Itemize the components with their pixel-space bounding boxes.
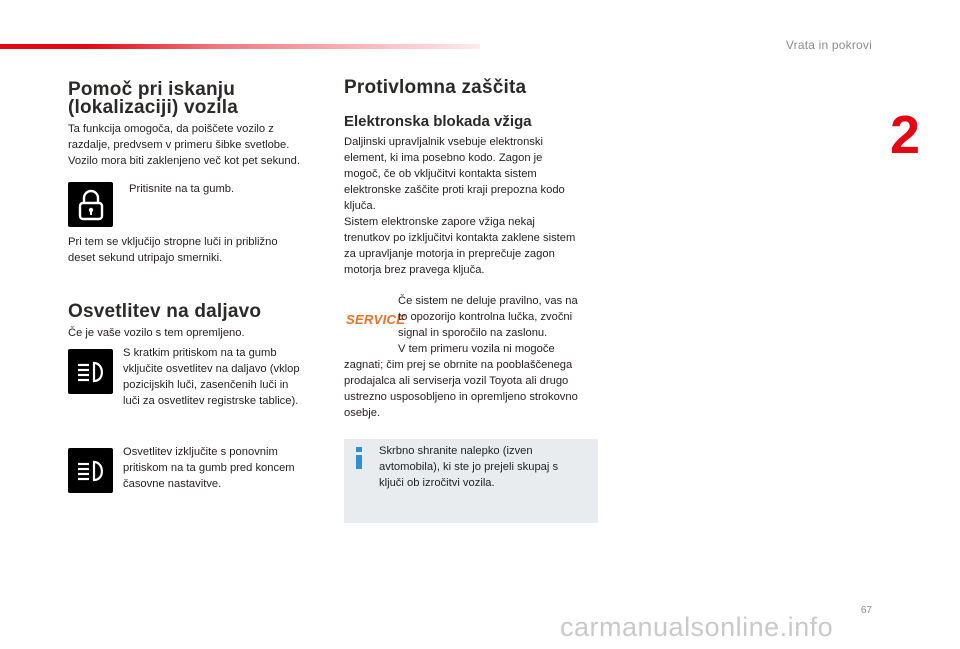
lock-button-icon xyxy=(68,182,113,227)
followme-off-text: Osvetlitev izključite s ponovnim pritiskom na ta gumb pred koncem časovne nastavitve. xyxy=(123,446,295,490)
info-text: Skrbno shranite nalepko (izven avtomobila), ki ste jo prejeli skupaj s ključi ob izročitvi vozila. xyxy=(379,445,559,489)
service-text-indented: Če sistem ne deluje pravilno, vas na to opozorijo kontrolna lučka, zvočni signal in sporočilo na zaslonu. V tem primeru vozila ni mogoče xyxy=(398,295,578,355)
locate-intro: Ta funkcija omogoča, da poiščete vozilo z razdalje, predvsem v primeru šibke svetlobe. Vozilo mora biti zaklenjeno več kot pet sekund. xyxy=(68,123,300,167)
followme-title: Osvetlitev na daljavo xyxy=(68,301,262,322)
antitheft-title: Protivlomna zaščita xyxy=(344,77,527,98)
locate-title-line2: (lokalizaciji) vozila xyxy=(68,97,238,118)
page-number: 67 xyxy=(860,605,872,616)
antitheft-paragraph: Daljinski upravljalnik vsebuje elektronski element, ki ima posebno kodo. Zagon je mogoč, če ob vključitvi kontakta sistem elektronske zaščite proti kraji prepozna kodo ključa. Sistem elektronske zapore vžiga nekaj trenutkov po izključitvi kontakta zaklene sistem za upravljanje motorja in preprečuje zagon motorja brez pravega ključa. xyxy=(344,136,576,276)
antitheft-subtitle: Elektronska blokada vžiga xyxy=(344,113,532,130)
chapter-title: Vrata in pokrovi xyxy=(785,38,872,52)
service-text-full: zagnati; čim prej se obrnite na pooblaščenega prodajalca ali serviserja vozil Toyota ali drugo ustrezno usposobljeno in opremljeno strokovno osebje. xyxy=(344,359,578,419)
top-accent-bar xyxy=(0,44,480,49)
followme-intro: Če je vaše vozilo s tem opremljeno. xyxy=(68,327,245,339)
chapter-number: 2 xyxy=(890,105,921,165)
locate-after: Pri tem se vključijo stropne luči in približno deset sekund utripajo smerniki. xyxy=(68,236,278,264)
headlight-button-icon xyxy=(68,349,113,394)
info-icon xyxy=(352,447,366,469)
followme-on-text: S kratkim pritiskom na ta gumb vključite osvetlitev na daljavo (vklop pozicijskih luči, zasenčenih luči in luči za osvetlitev registrske tablice). xyxy=(123,347,300,407)
watermark: carmanualsonline.info xyxy=(560,612,834,642)
service-warning-icon: SERVICE xyxy=(346,312,406,327)
locate-step: Pritisnite na ta gumb. xyxy=(129,183,235,195)
locate-title-line1: Pomoč pri iskanju xyxy=(68,79,236,100)
headlight-button-icon-2 xyxy=(68,448,113,493)
